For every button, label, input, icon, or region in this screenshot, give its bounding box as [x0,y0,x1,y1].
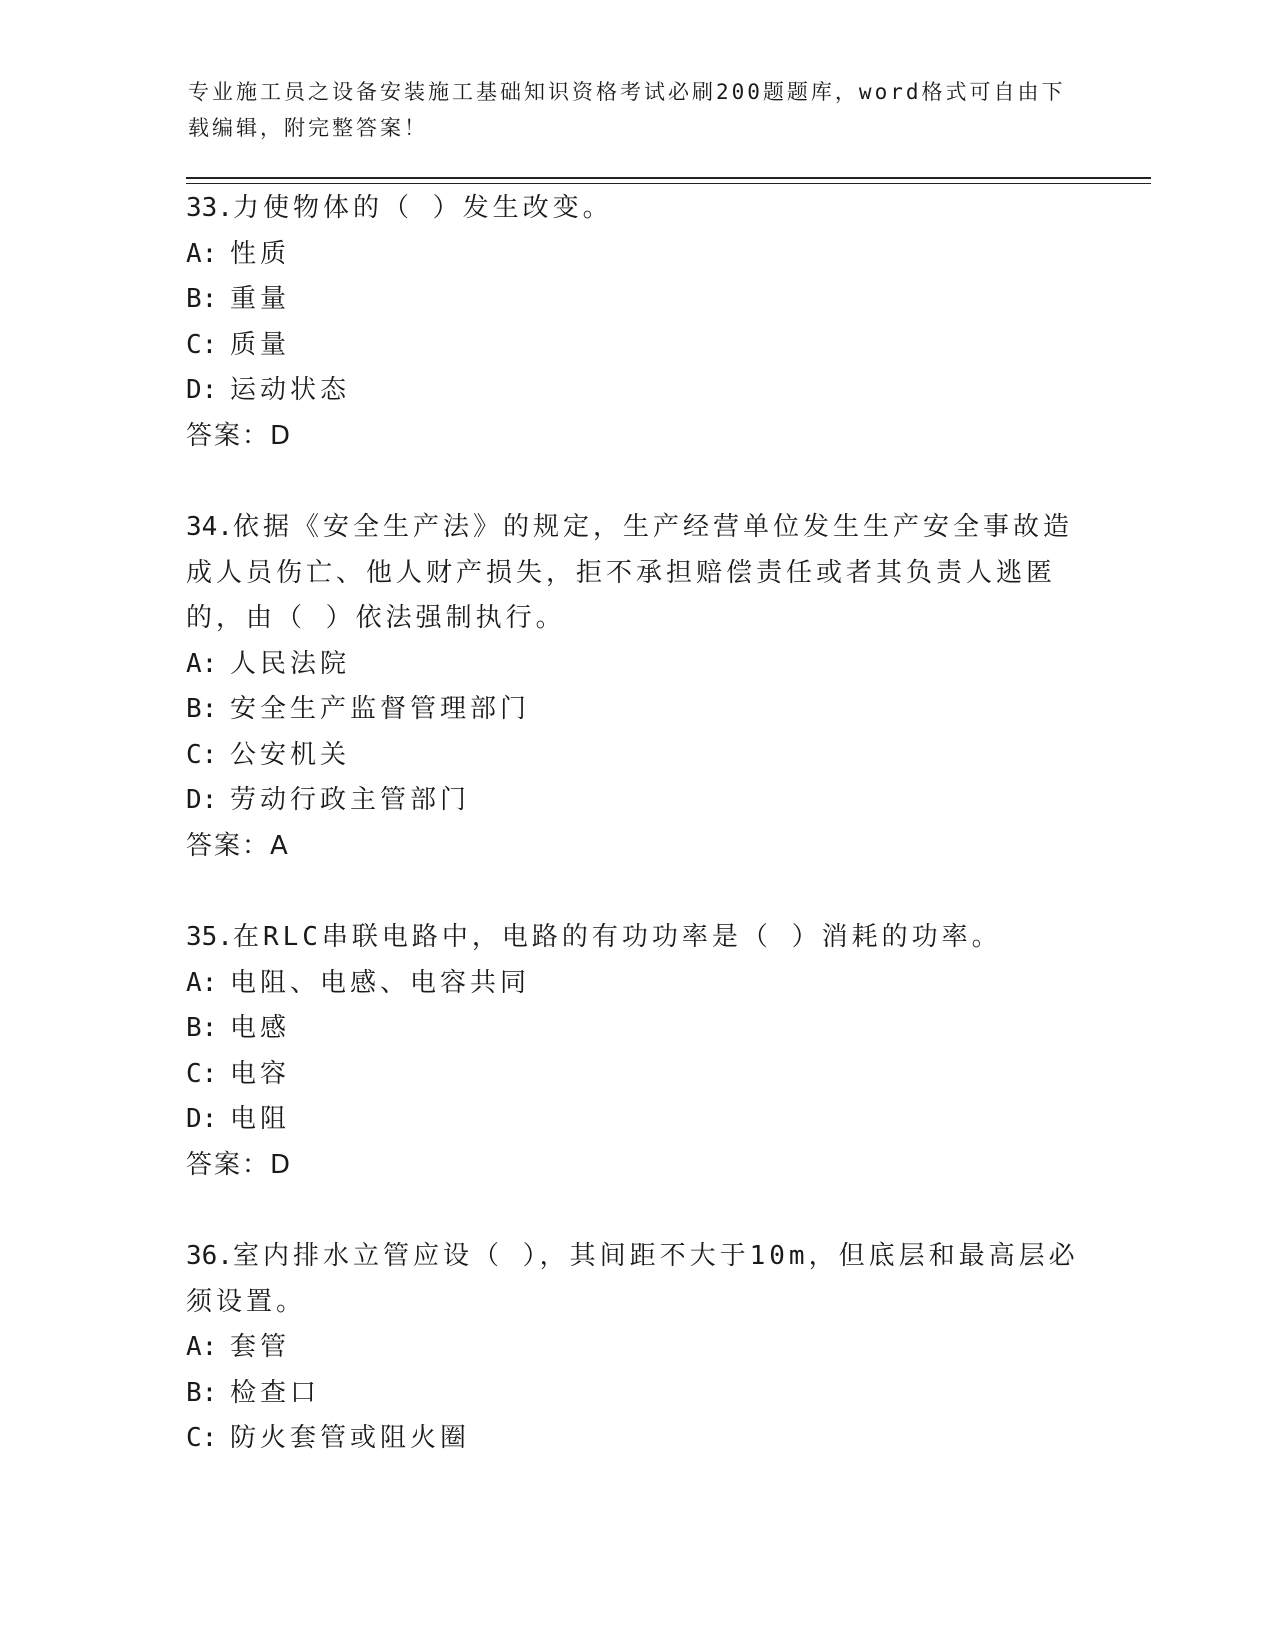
question-36 [186,1234,1086,1462]
option-text: 电感 [230,1013,291,1043]
option-letter: A: [186,967,218,998]
option-d [186,778,1086,824]
answer-label: 答案： [186,1149,271,1180]
option-d [186,368,1086,414]
option-letter: A: [186,648,218,679]
option-letter: B: [186,1013,218,1043]
answer-line [186,1143,1086,1189]
answer-line [186,414,1086,460]
answer-label: 答案： [186,420,271,451]
option-letter: B: [186,1377,218,1408]
option-text: 套管 [230,1332,291,1362]
question-text: 依据《安全生产法》的规定，生产经营单位发生生产安全事故造成人员伤亡、他人财产损失，拒不承担赔偿责任或者其负责人逃匿的，由（ ）依法强制执行。 [186,512,1073,633]
option-a [186,1325,1086,1371]
option-text: 电容 [230,1058,291,1089]
option-a [186,232,1086,278]
option-c [186,733,1086,779]
option-letter: A: [186,1332,218,1362]
option-c [186,1416,1086,1462]
option-letter: C: [186,329,218,360]
question-number: 35. [186,922,233,952]
question-stem [186,186,1086,232]
option-text: 重量 [230,284,291,314]
document-header: 专业施工员之设备安装施工基础知识资格考试必刷200题题库，word格式可自由下载编辑，附完整答案！ [188,80,1066,140]
option-c [186,1052,1086,1098]
option-d [186,1097,1086,1143]
option-letter: C: [186,1058,218,1089]
answer-line [186,824,1086,870]
option-letter: C: [186,1423,218,1453]
answer-value: D [270,1149,293,1180]
answer-label: 答案： [186,830,271,861]
option-b [186,277,1086,323]
question-number: 33. [186,193,233,223]
option-letter: D: [186,375,218,405]
question-number: 36. [186,1241,233,1271]
answer-value: A [270,830,290,861]
question-33 [186,186,1086,459]
option-text: 检查口 [230,1377,321,1408]
option-a [186,961,1086,1007]
option-text: 安全生产监督管理部门 [230,694,531,724]
answer-value: D [270,420,293,451]
option-letter: A: [186,238,218,269]
option-c [186,323,1086,369]
option-b [186,1006,1086,1052]
option-letter: C: [186,739,218,770]
question-34 [186,505,1086,869]
question-text: 在RLC串联电路中，电路的有功功率是（ ）消耗的功率。 [232,922,1002,952]
option-text: 电阻、电感、电容共同 [230,967,531,998]
header-divider-thick [186,177,1151,179]
question-text: 力使物体的（ ）发生改变。 [232,193,613,223]
option-text: 性质 [230,238,291,269]
question-35 [186,915,1086,1188]
option-text: 质量 [230,329,291,360]
question-stem [186,1234,1086,1325]
question-stem [186,915,1086,961]
option-text: 公安机关 [230,739,351,770]
option-b [186,1371,1086,1417]
option-text: 劳动行政主管部门 [230,785,471,815]
option-letter: B: [186,284,218,314]
question-list [186,186,1086,1508]
option-text: 电阻 [230,1104,291,1134]
option-text: 防火套管或阻火圈 [230,1423,471,1453]
option-letter: D: [186,785,218,815]
question-text: 室内排水立管应设（ ），其间距不大于10m，但底层和最高层必须设置。 [186,1241,1079,1317]
option-letter: D: [186,1104,218,1134]
question-number: 34. [186,512,233,542]
option-letter: B: [186,694,218,724]
option-b [186,687,1086,733]
option-text: 人民法院 [230,648,351,679]
question-stem [186,505,1086,642]
option-a [186,642,1086,688]
header-divider-thin [186,183,1151,184]
option-text: 运动状态 [230,375,351,405]
